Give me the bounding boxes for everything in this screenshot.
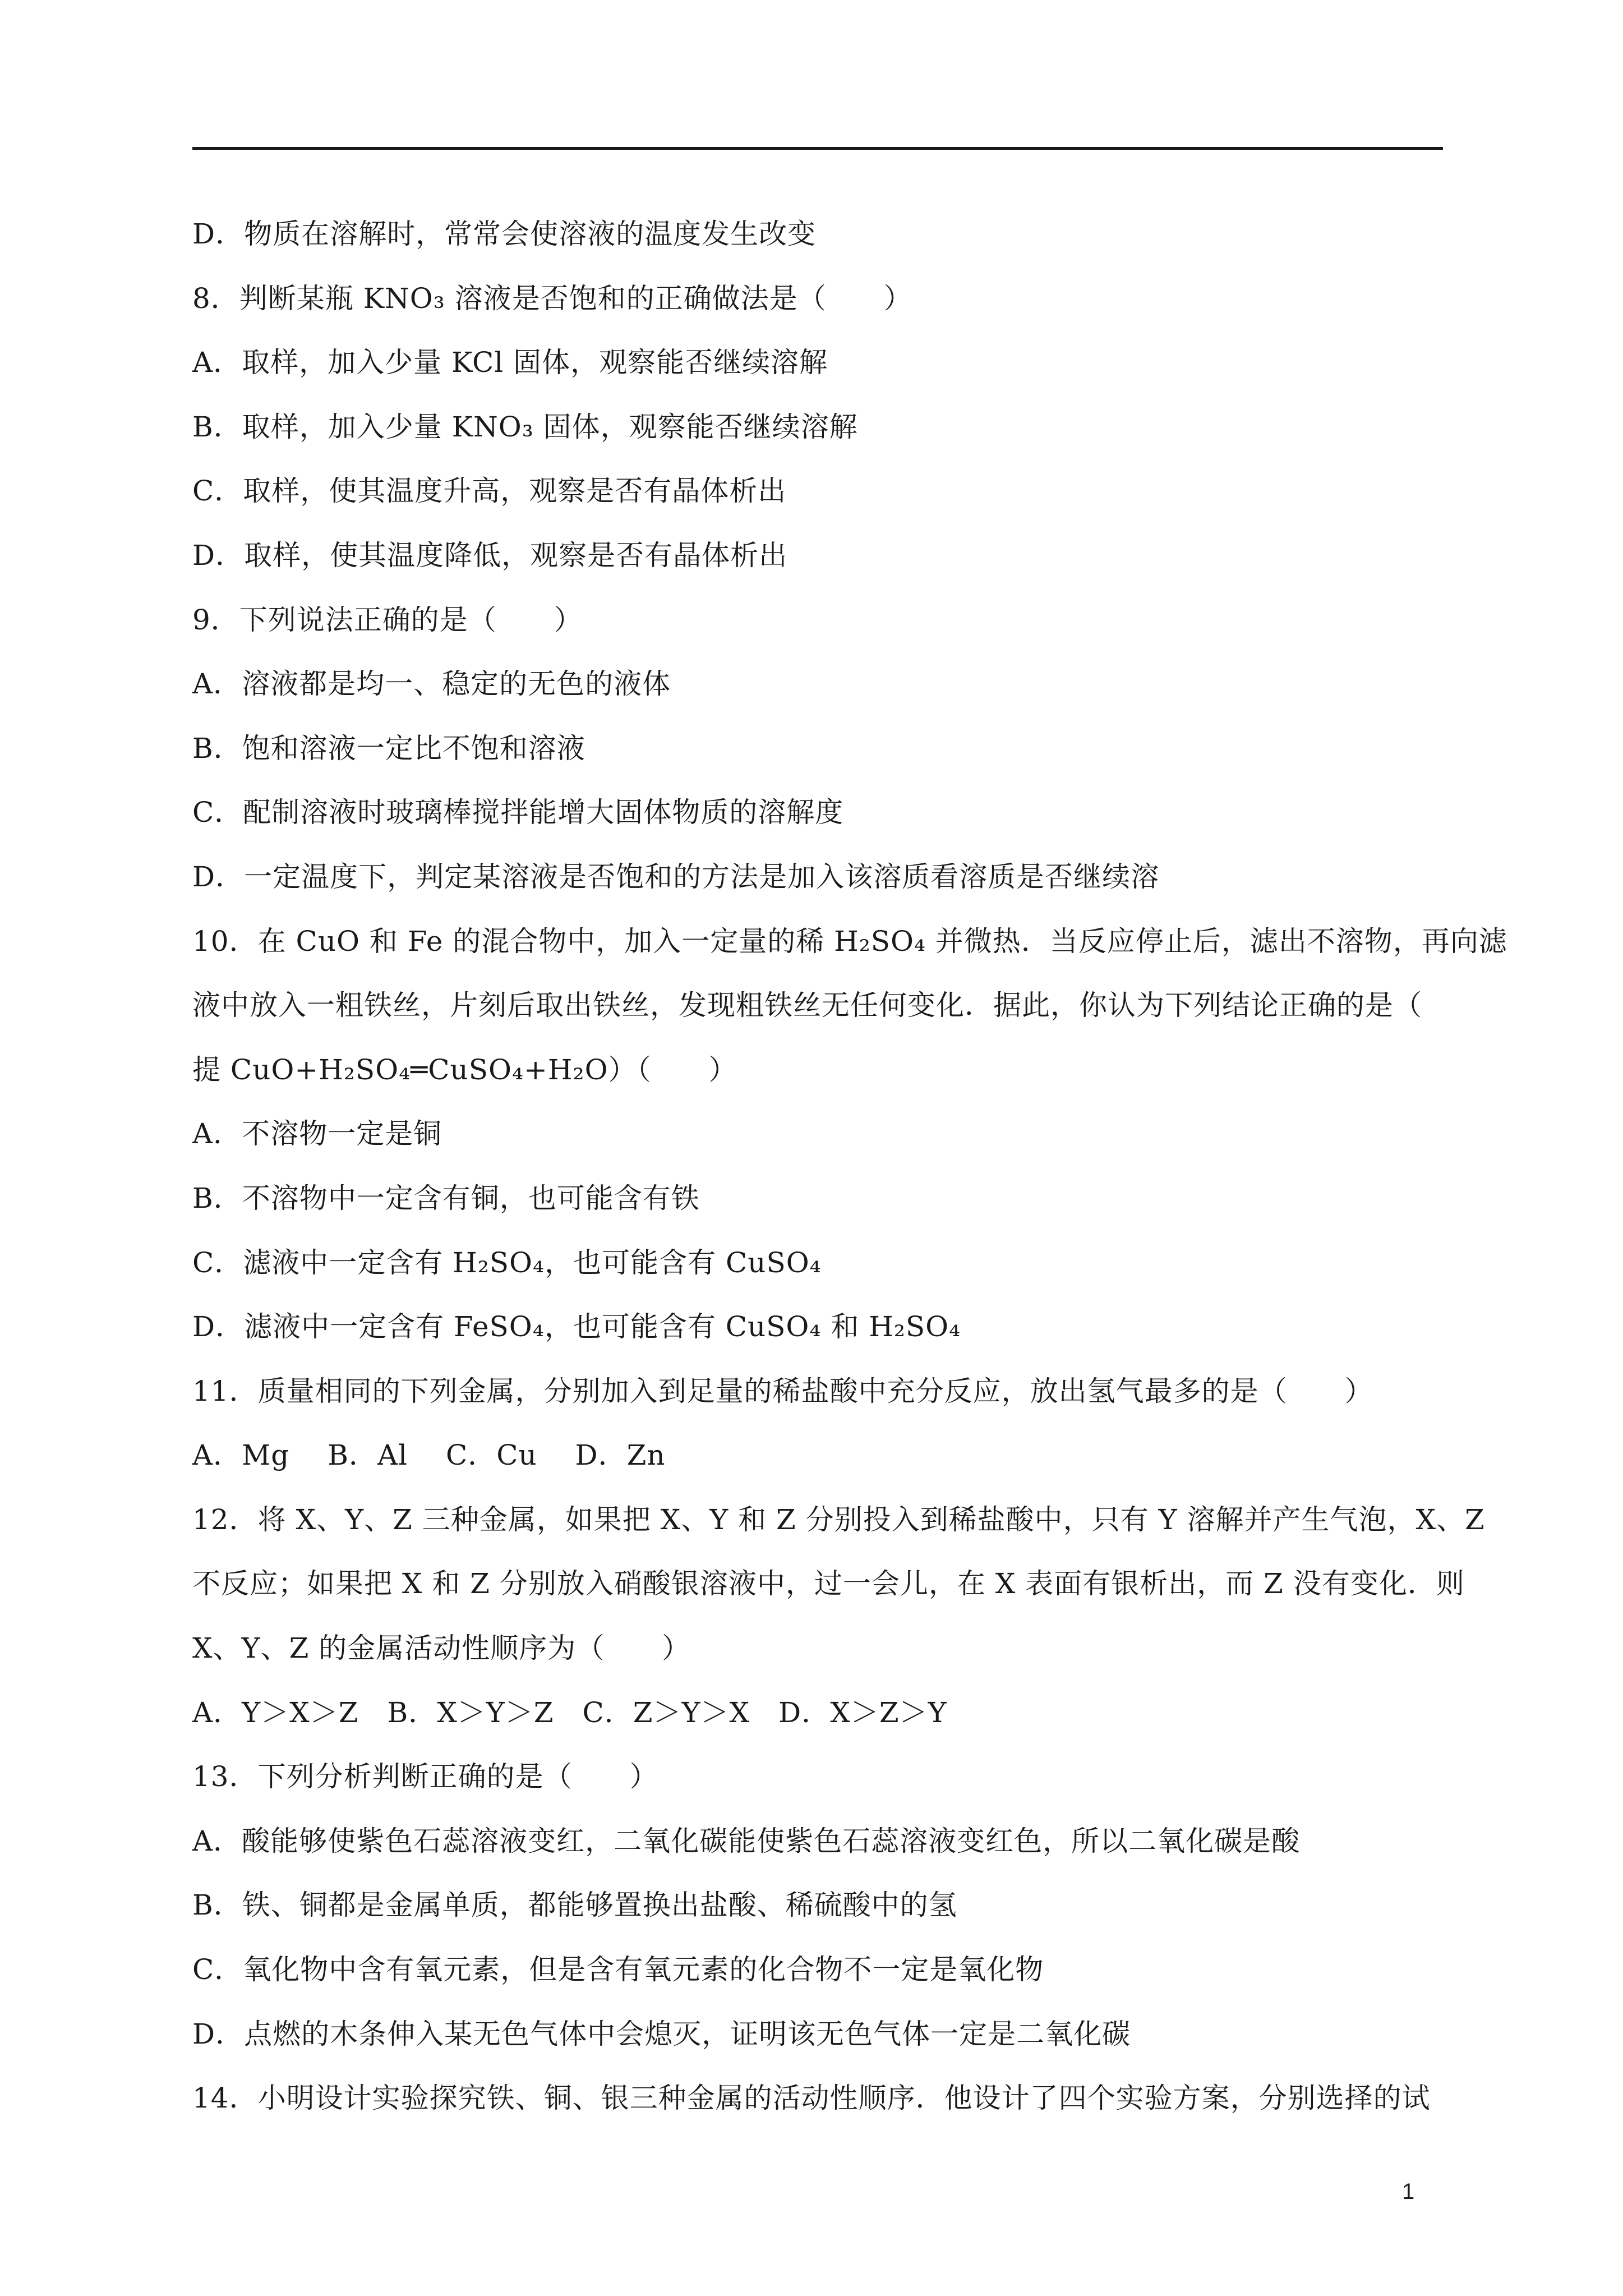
option-10c: C．滤液中一定含有 H₂SO₄，也可能含有 CuSO₄ [192, 1246, 822, 1279]
option-10d: D．滤液中一定含有 FeSO₄，也可能含有 CuSO₄ 和 H₂SO₄ [192, 1310, 961, 1343]
option-8b: B．取样，加入少量 KNO₃ 固体，观察能否继续溶解 [192, 410, 858, 443]
option-10a: A．不溶物一定是铜 [192, 1117, 442, 1151]
option-13b: B．铁、铜都是金属单质，都能够置换出盐酸、稀硫酸中的氢 [192, 1889, 957, 1922]
option-8a: A．取样，加入少量 KCl 固体，观察能否继续溶解 [192, 346, 828, 379]
option-9d: D．一定温度下，判定某溶液是否饱和的方法是加入该溶质看溶质是否继续溶 [192, 860, 1160, 893]
option-9b: B．饱和溶液一定比不饱和溶液 [192, 731, 585, 765]
option-9a: A．溶液都是均一、稳定的无色的液体 [192, 668, 671, 701]
question-13: 13．下列分析判断正确的是（ ） [192, 1760, 658, 1793]
header-rule [192, 147, 1443, 150]
question-8: 8．判断某瓶 KNO₃ 溶液是否饱和的正确做法是（ ） [192, 282, 912, 315]
options-12: A．Y＞X＞Z B．X＞Y＞Z C．Z＞Y＞X D．X＞Z＞Y [192, 1696, 947, 1729]
option-10b: B．不溶物中一定含有铜，也可能含有铁 [192, 1181, 700, 1214]
question-14-line-1: 14．小明设计实验探究铁、铜、银三种金属的活动性顺序．他设计了四个实验方案，分别选择的试 [192, 2082, 1431, 2115]
question-10-line-2: 液中放入一粗铁丝，片刻后取出铁丝，发现粗铁丝无任何变化．据此，你认为下列结论正确的是（ [192, 989, 1422, 1022]
question-10-line-1: 10．在 CuO 和 Fe 的混合物中，加入一定量的稀 H₂SO₄ 并微热．当反应停止后，滤出不溶物，再向滤 [192, 924, 1507, 958]
question-10-line-3: 提 CuO+H₂SO₄═CuSO₄+H₂O）（ ） [192, 1053, 737, 1086]
option-13a: A．酸能够使紫色石蕊溶液变红，二氧化碳能使紫色石蕊溶液变红色，所以二氧化碳是酸 [192, 1824, 1301, 1857]
option-13c: C．氧化物中含有氧元素，但是含有氧元素的化合物不一定是氧化物 [192, 1953, 1044, 1986]
option-7d: D．物质在溶解时，常常会使溶液的温度发生改变 [192, 218, 817, 250]
option-8c: C．取样，使其温度升高，观察是否有晶体析出 [192, 475, 787, 508]
question-11: 11．质量相同的下列金属，分别加入到足量的稀盐酸中充分反应，放出氢气最多的是（ ） [192, 1374, 1373, 1407]
question-12-line-1: 12．将 X、Y、Z 三种金属，如果把 X、Y 和 Z 分别投入到稀盐酸中，只有 Y 溶解并产生气泡，X、Z [192, 1503, 1485, 1536]
question-text [192, 202, 1507, 2131]
page-number: 1 [1402, 2179, 1415, 2204]
question-12-line-3: X、Y、Z 的金属活动性顺序为（ ） [192, 1632, 691, 1665]
option-9c: C．配制溶液时玻璃棒搅拌能增大固体物质的溶解度 [192, 796, 844, 829]
options-11: A．Mg B．Al C．Cu D．Zn [192, 1439, 666, 1472]
question-9: 9．下列说法正确的是（ ） [192, 603, 583, 636]
question-12-line-2: 不反应；如果把 X 和 Z 分别放入硝酸银溶液中，过一会儿，在 X 表面有银析出，而 Z 没有变化．则 [192, 1567, 1465, 1600]
option-13d: D．点燃的木条伸入某无色气体中会熄灭，证明该无色气体一定是二氧化碳 [192, 2017, 1131, 2050]
option-8d: D．取样，使其温度降低，观察是否有晶体析出 [192, 539, 788, 572]
